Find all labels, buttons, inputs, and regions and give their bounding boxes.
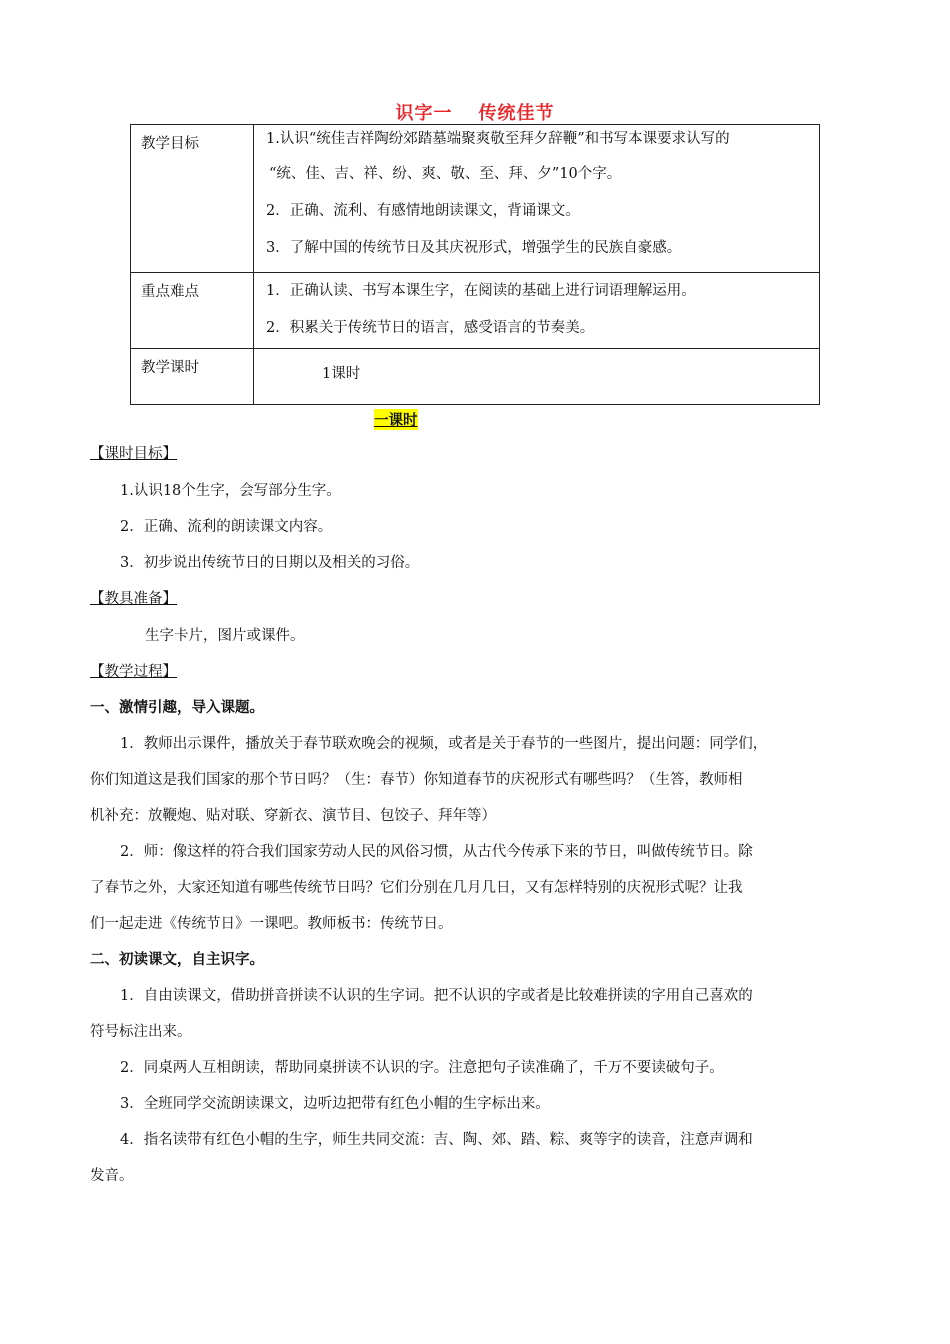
tools-text: 生字卡片，图片或课件。 xyxy=(145,628,305,644)
table-label-key-points: 重点难点 xyxy=(131,273,254,349)
goal-line: 2．正确、流利、有感情地朗读课文，背诵课文。 xyxy=(266,203,580,219)
step1-line: 了春节之外，大家还知道有哪些传统节日吗？它们分别在几月几日，又有怎样特别的庆祝形式呢？让我 xyxy=(90,880,743,896)
step1-line: 2．师：像这样的符合我们国家劳动人民的风俗习惯，从古代今传承下来的节日，叫做传统节日。除 xyxy=(120,844,753,860)
step2-line: 符号标注出来。 xyxy=(90,1024,192,1040)
session-label: 一课时 xyxy=(374,409,418,430)
step1-line: 机补充：放鞭炮、贴对联、穿新衣、演节目、包饺子、拜年等） xyxy=(90,808,496,824)
table-row-goals xyxy=(131,125,820,273)
key-point-line: 1．正确认读、书写本课生字，在阅读的基础上进行词语理解运用。 xyxy=(266,283,696,299)
step2-title: 二、初读课文，自主识字。 xyxy=(90,952,264,968)
step1-line: 1．教师出示课件，播放关于春节联欢晚会的视频，或者是关于春节的一些图片，提出问题：同学们， xyxy=(120,736,768,752)
table-label-goals: 教学目标 xyxy=(131,125,254,273)
title-part2: 传统佳节 xyxy=(478,103,555,124)
lesson-plan-table xyxy=(130,124,820,405)
goal-item: 2．正确、流利的朗读课文内容。 xyxy=(120,519,333,535)
table-content-hours xyxy=(254,349,820,405)
goal-item: 3．初步说出传统节日的日期以及相关的习俗。 xyxy=(120,555,420,571)
table-row-key-points xyxy=(131,273,820,349)
step2-line: 4．指名读带有红色小帽的生字，师生共同交流：吉、陶、郊、踏、粽、爽等字的读音，注意声调和 xyxy=(120,1132,753,1148)
step2-line: 3．全班同学交流朗读课文，边听边把带有红色小帽的生字标出来。 xyxy=(120,1096,550,1112)
title-part1: 识字一 xyxy=(395,103,453,124)
step1-line: 你们知道这是我们国家的那个节日吗？（生：春节）你知道春节的庆祝形式有哪些吗？（生答，教师相 xyxy=(90,772,743,788)
goal-line: 3．了解中国的传统节日及其庆祝形式，增强学生的民族自豪感。 xyxy=(266,240,682,256)
table-row-hours xyxy=(131,349,820,405)
step2-line: 2．同桌两人互相朗读，帮助同桌拼读不认识的字。注意把句子读准确了，千万不要读破句子。 xyxy=(120,1060,724,1076)
step2-line: 1．自由读课文，借助拼音拼读不认识的生字词。把不认识的字或者是比较难拼读的字用自己喜欢的 xyxy=(120,988,753,1004)
table-content-goals xyxy=(254,125,820,273)
goal-item: 1.认识18个生字，会写部分生字。 xyxy=(120,483,341,499)
table-label-hours: 教学课时 xyxy=(131,349,254,405)
goals-heading: 【课时目标】 xyxy=(90,446,177,462)
tools-heading: 【教具准备】 xyxy=(90,591,177,607)
goal-line: 1.认识“统佳吉祥陶纷郊踏墓端聚爽敬至拜夕辞鞭”和书写本课要求认写的 xyxy=(266,131,730,147)
step1-title: 一、激情引趣，导入课题。 xyxy=(90,700,264,716)
process-heading: 【教学过程】 xyxy=(90,664,177,680)
page-title xyxy=(0,99,950,125)
table-content-key-points xyxy=(254,273,820,349)
step2-line: 发音。 xyxy=(90,1168,134,1184)
goal-line: “统、佳、吉、祥、纷、爽、敬、至、拜、夕”10个字。 xyxy=(269,166,622,182)
hours-value: 1课时 xyxy=(322,366,361,382)
step1-line: 们一起走进《传统节日》一课吧。教师板书：传统节日。 xyxy=(90,916,453,932)
key-point-line: 2．积累关于传统节日的语言，感受语言的节奏美。 xyxy=(266,320,595,336)
